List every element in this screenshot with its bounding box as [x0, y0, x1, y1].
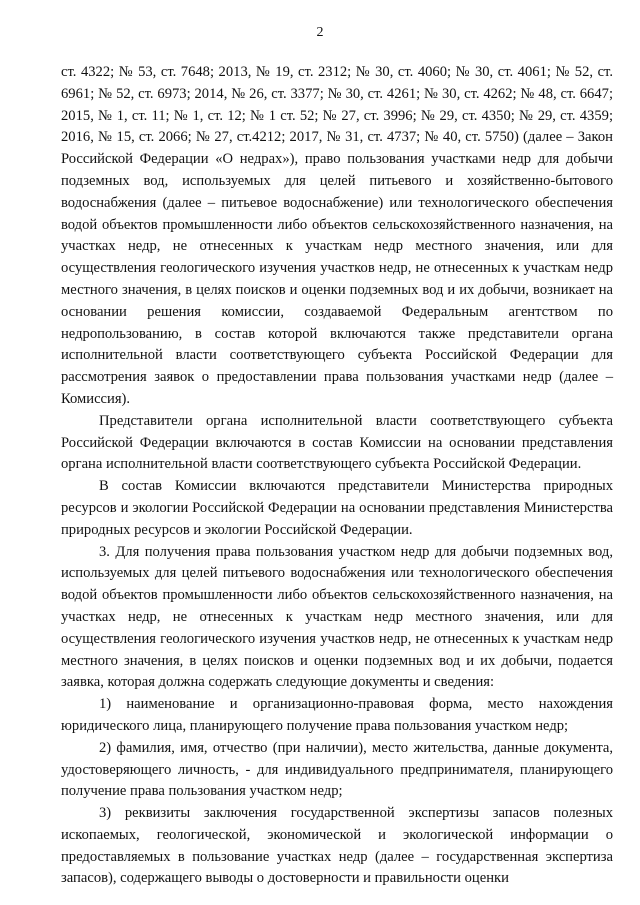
paragraph-subitem-3: 3) реквизиты заключения государственной экспертизы запасов полезных ископаемых, геологической, экономической и экологической информации о предоставляемых в пользование участках недр (далее – государственная экспертиза запасов), содержащего выводы о достоверности и правильности оценки: [61, 805, 613, 887]
paragraph-regional-representatives: Представители органа исполнительной власти соответствующего субъекта Российской Федерации включаются в состав Комиссии на основании представления органа исполнительной власти соответствующего субъекта Российской Федерации.: [61, 412, 613, 473]
document-body: [61, 62, 613, 890]
paragraph-item-3: 3. Для получения права пользования участком недр для добычи подземных вод, используемых для целей питьевого водоснабжения или технологического обеспечения водой объектов промышленности либо объектов сельскохозяйственного назначения, на участках недр, не отнесенных к участкам недр местного значения, или для осуществления геологического изучения участков недр, не отнесенных к участкам недр местного значения, в целях поисков и оценки подземных вод и их добычи, подается заявка, которая должна содержать следующие документы и сведения:: [61, 543, 613, 691]
paragraph-continuation: ст. 4322; № 53, ст. 7648; 2013, № 19, ст. 2312; № 30, ст. 4060; № 30, ст. 4061; № 52, ст. 6961; № 52, ст. 6973; 2014, № 26, ст. 3377; № 30, ст. 4261; № 30, ст. 4262; № 48, ст. 6647; 2015, № 1, ст. 11; № 1, ст. 12; № 1 ст. 52; № 27, ст. 3996; № 29, ст. 4350; № 29, ст. 4359; 2016, № 15, ст. 2066; № 27, ст.4212; 2017, № 31, ст. 4737; № 40, ст. 5750) (далее – Закон Российской Федерации «О недрах»), право пользования участками недр для добычи подземных вод, используемых для целей питьевого и хозяйственно-бытового водоснабжения (далее – питьевое водоснабжение) или технологического обеспечения водой объектов промышленности либо объектов сельскохозяйственного назначения, на участках недр, не отнесенных к участкам недр местного значения, или для осуществления геологического изучения участков недр, не отнесенных к участкам недр местного значения, в целях поисков и оценки подземных вод и их добычи, возникает на основании решения комиссии, создаваемой Федеральным агентством по недропользованию, в состав которой включаются также представители органа исполнительной власти соответствующего субъекта Российской Федерации для рассмотрения заявок о предоставлении права пользования участками недр (далее – Комиссия).: [61, 64, 613, 407]
paragraph-subitem-2: 2) фамилия, имя, отчество (при наличии), место жительства, данные документа, удостоверяющего личность, - для индивидуального предпринимателя, планирующего получение права пользования участком недр;: [61, 739, 613, 800]
paragraph-ministry-representatives: В состав Комиссии включаются представители Министерства природных ресурсов и экологии Российской Федерации на основании представления Министерства природных ресурсов и экологии Российской Федерации.: [61, 478, 613, 538]
page-number: 2: [316, 25, 324, 40]
paragraph-subitem-1: 1) наименование и организационно-правовая форма, место нахождения юридического лица, планирующего получение права пользования участком недр;: [61, 696, 613, 734]
